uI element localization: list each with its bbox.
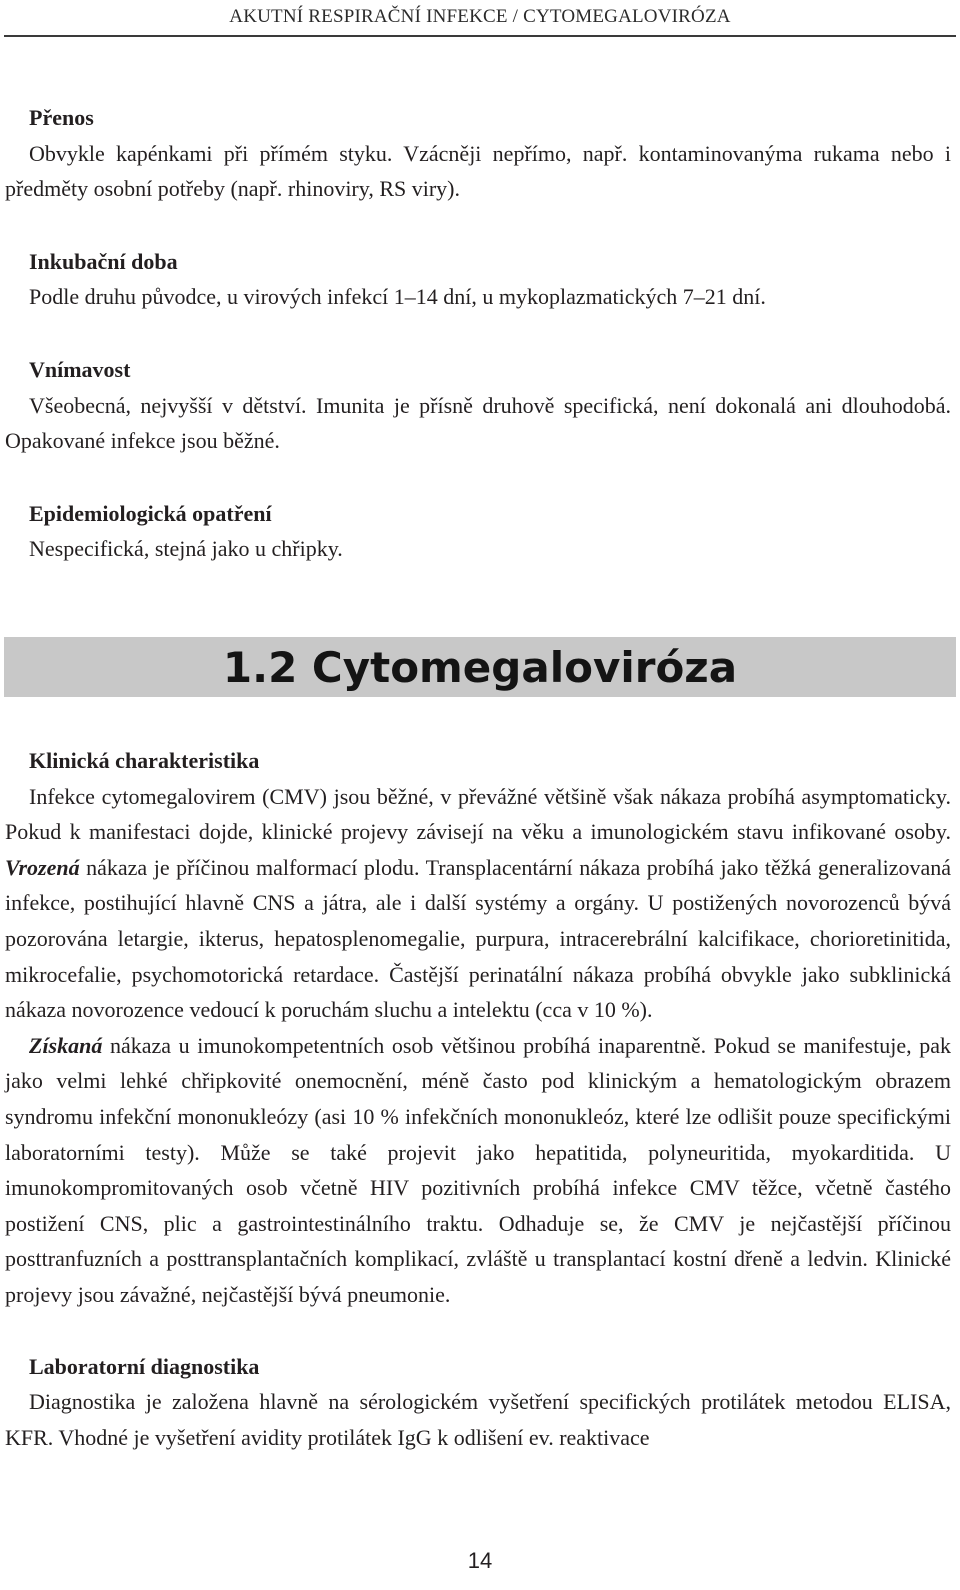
cmv-sections: [5, 743, 951, 1455]
emphasis-ziskana: Získaná: [29, 1032, 103, 1058]
top-sections: [5, 100, 951, 567]
section-heading-klinicka-charakteristika: Klinická charakteristika: [29, 748, 260, 773]
section-text-vnimavost: Všeobecná, nejvyšší v dětství. Imunita je přísně druhově specifická, není dokonalá ani dlouhodobá. Opakované infekce jsou běžné.: [5, 392, 951, 454]
text-run: Infekce cytomegalovirem (CMV) jsou běžné, v převážné většině však nákaza probíhá asymptomaticky. Pokud k manifestaci dojde, klinické projevy závisejí na věku a imunologickém stavu infikované osoby.: [5, 783, 951, 845]
paragraph-klinicka-2: [5, 1028, 951, 1313]
section-text-inkubacni-doba: Podle druhu původce, u virových infekcí 1–14 dní, u mykoplazmatických 7–21 dní.: [29, 284, 766, 310]
section-heading-laboratorni-diagnostika: Laboratorní diagnostika: [29, 1353, 260, 1379]
chapter-title: 1.2 Cytomegaloviróza: [222, 643, 738, 692]
paragraph-klinicka-1: [5, 779, 951, 1028]
header-rule: [4, 35, 956, 37]
running-head: AKUTNÍ RESPIRAČNÍ INFEKCE / CYTOMEGALOVIRÓZA: [229, 6, 731, 27]
section-heading-epidemiologicka-opatreni: Epidemiologická opatření: [29, 500, 272, 526]
section-text-prenos: Obvykle kapénkami při přímém styku. Vzácněji nepřímo, např. kontaminovanýma rukama nebo i předměty osobní potřeby (např. rhinoviry, RS viry).: [5, 140, 951, 202]
section-heading-prenos: Přenos: [29, 105, 94, 130]
paragraph-laboratorni: Diagnostika je založena hlavně na sérologickém vyšetření specifických protilátek metodou ELISA, KFR. Vhodné je vyšetření avidity protilátek IgG k odlišení ev. reaktivace: [5, 1389, 951, 1450]
text-run: nákaza je příčinou malformací plodu. Transplacentární nákaza probíhá jako těžká generalizovaná infekce, postihující hlavně CNS a játra, ale i další systémy a orgány. U postižených novorozenců bývá pozorována letargie, ikterus, hepatosplenomegalie, purpura, intracerebrální kalcifikace, chorioretinitida, mikrocefalie, psychomotorická retardace. Častější perinatální nákaza probíhá obvykle jako subklinická nákaza novorozence vedoucí k poruchám sluchu a intelektu (cca v 10 %).: [5, 854, 951, 1023]
page-number: 14: [467, 1548, 493, 1573]
section-heading-vnimavost: Vnímavost: [29, 356, 131, 382]
emphasis-vrozena: Vrozená: [5, 854, 80, 880]
text-run: nákaza u imunokompetentních osob většinou probíhá inaparentně. Pokud se manifestuje, pak jako velmi lehké chřipkovité onemocnění, méně často pod klinickým a hematologickým obrazem syndromu infekční mononukleózy (asi 10 % infekčních mononukleóz, které lze odlišit pouze specifickými laboratorními testy). Může se také projevit jako hepatitida, polyneuritida, myokarditida. U imunokompromitovaných osob včetně HIV pozitivních probíhá infekce CMV těžce, včetně častého postižení CNS, plic a gastrointestinálního traktu. Odhaduje se, že CMV je nejčastější příčinou posttranfuzních a posttransplantačních komplikací, zvláště u transplantací kostní dřeně a ledvin. Klinické projevy jsou závažné, nejčastější bývá pneumonie.: [5, 1032, 951, 1307]
section-text-epidemiologicka-opatreni: Nespecifická, stejná jako u chřipky.: [29, 536, 343, 562]
section-heading-inkubacni-doba: Inkubační doba: [29, 248, 178, 274]
